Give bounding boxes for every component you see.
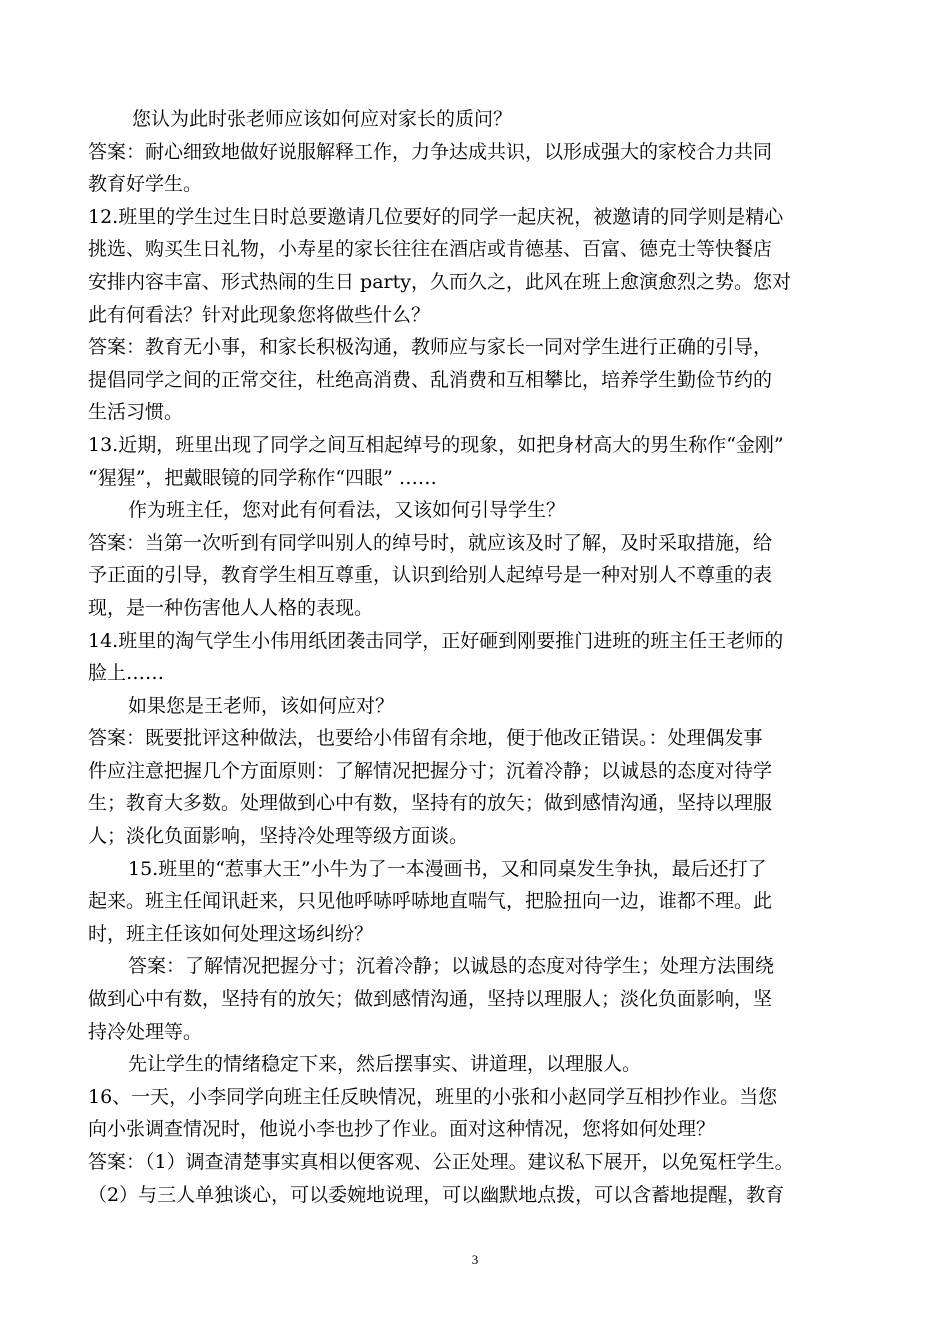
text-line: 现，是一种伤害他人人格的表现。 bbox=[88, 596, 374, 619]
text-line: 14.班里的淘气学生小伟用纸团袭击同学，正好砸到刚要推门进班的班主任王老师的 bbox=[88, 629, 784, 652]
text-line: 脸上…… bbox=[88, 662, 165, 685]
text-line: 做到心中有数，坚持有的放矢；做到感情沟通，坚持以理服人；淡化负面影响，坚 bbox=[88, 988, 773, 1011]
document-body bbox=[88, 103, 892, 1211]
text-line: 如果您是王老师，该如何应对？ bbox=[128, 694, 395, 717]
text-line: 15.班里的“惹事大王”小牛为了一本漫画书，又和同桌发生争执，最后还打了 bbox=[128, 857, 767, 880]
text-line: 答案：当第一次听到有同学叫别人的绰号时，就应该及时了解，及时采取措施，给 bbox=[88, 531, 773, 554]
text-line: 16、一天，小李同学向班主任反映情况，班里的小张和小赵同学互相抄作业。当您 bbox=[88, 1085, 778, 1108]
text-line: 先让学生的情绪稳定下来，然后摆事实、讲道理，以理服人。 bbox=[128, 1053, 642, 1076]
text-line: 教育好学生。 bbox=[88, 173, 203, 196]
text-line: 予正面的引导，教育学生相互尊重，认识到给别人起绰号是一种对别人不尊重的表 bbox=[88, 564, 773, 587]
text-line: 答案：耐心细致地做好说服解释工作，力争达成共识，以形成强大的家校合力共同 bbox=[88, 140, 773, 163]
text-line: 您认为此时张老师应该如何应对家长的质问？ bbox=[132, 108, 513, 130]
text-line: 向小张调查情况时，他说小李也抄了作业。面对这种情况，您将如何处理？ bbox=[88, 1118, 716, 1141]
text-line: “猩猩”，把戴眼镜的同学称作“四眼” …… bbox=[88, 466, 437, 489]
page-number: 3 bbox=[471, 1252, 479, 1267]
text-line: 此有何看法？针对此现象您将做些什么？ bbox=[88, 303, 431, 326]
text-line: （2）与三人单独谈心，可以委婉地说理，可以幽默地点拨，可以含蓄地提醒，教育 bbox=[88, 1183, 785, 1206]
text-line: 提倡同学之间的正常交往，杜绝高消费、乱消费和互相攀比，培养学生勤俭节约的 bbox=[88, 368, 773, 391]
text-line: 答案：既要批评这种做法，也要给小伟留有余地，便于他改正错误。：处理偶发事 bbox=[88, 727, 763, 750]
text-line: 作为班主任，您对此有何看法，又该如何引导学生？ bbox=[128, 499, 566, 522]
text-line: 安排内容丰富、形式热闹的生日 party，久而久之，此风在班上愈演愈烈之势。您对 bbox=[88, 270, 791, 293]
text-line: 12.班里的学生过生日时总要邀请几位要好的同学一起庆祝，被邀请的同学则是精心 bbox=[88, 205, 784, 228]
text-line: 起来。班主任闻讯赶来，只见他呼哧呼哧地直喘气，把脸扭向一边，谁都不理。此 bbox=[88, 890, 773, 913]
text-line: 13.近期，班里出现了同学之间互相起绰号的现象，如把身材高大的男生称作“金刚” bbox=[88, 433, 784, 456]
text-line: 人；淡化负面影响，坚持冷处理等级方面谈。 bbox=[88, 825, 469, 848]
text-line: 件应注意把握几个方面原则：了解情况把握分寸；沉着冷静；以诚恳的态度对待学 bbox=[88, 759, 773, 782]
text-line: 生活习惯。 bbox=[88, 401, 184, 424]
text-line: 生；教育大多数。处理做到心中有数，坚持有的放矢；做到感情沟通，坚持以理服 bbox=[88, 792, 773, 815]
text-line: 持冷处理等。 bbox=[88, 1020, 203, 1043]
text-line: 答案：（1）调查清楚事实真相以便客观、公正处理。建议私下展开，以免冤枉学生。 bbox=[88, 1151, 794, 1173]
text-line: 挑选、购买生日礼物，小寿星的家长往往在酒店或肯德基、百富、德克士等快餐店 bbox=[88, 238, 773, 261]
text-line: 答案：教育无小事，和家长积极沟通，教师应与家长一同对学生进行正确的引导， bbox=[88, 336, 773, 359]
text-line: 答案：了解情况把握分寸；沉着冷静；以诚恳的态度对待学生；处理方法围绕 bbox=[128, 955, 775, 978]
text-line: 时，班主任该如何处理这场纠纷？ bbox=[88, 922, 374, 945]
